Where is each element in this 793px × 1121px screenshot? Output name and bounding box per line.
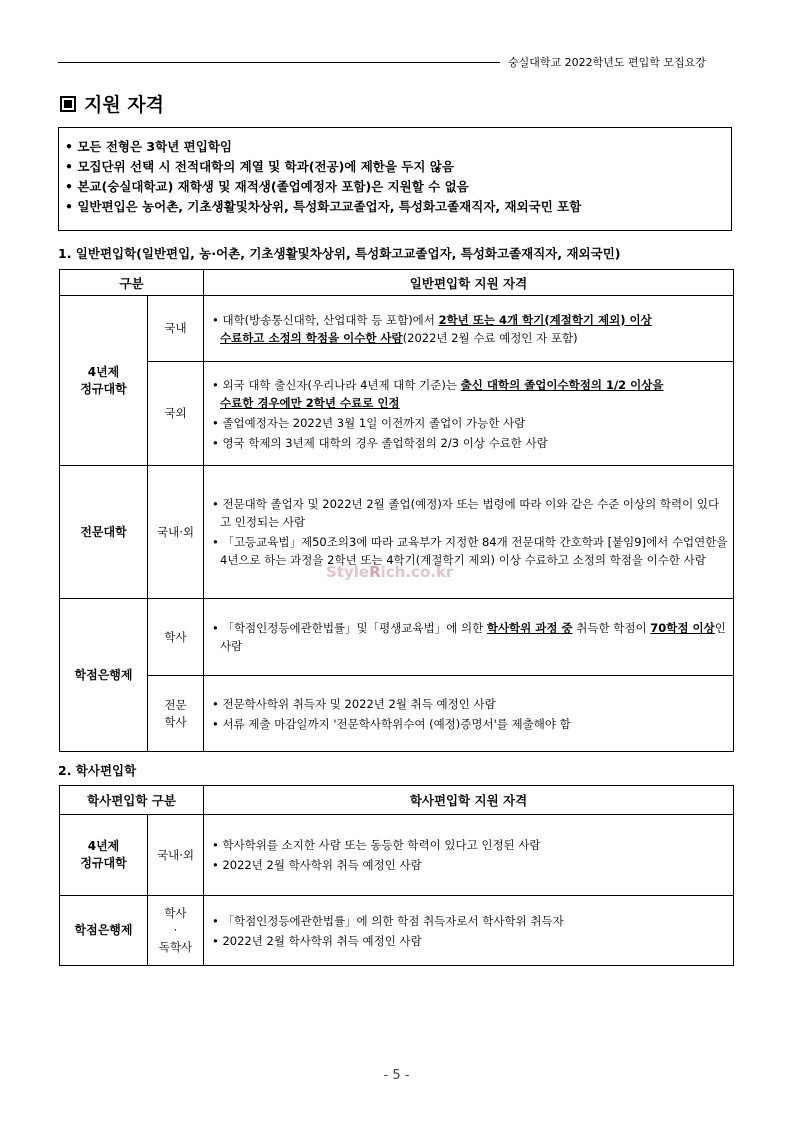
- list-item: • 외국 대학 출신자(우리나라 4년제 대학 기준)는 출신 대학의 졸업이수학점의 1/2 이상을 수료한 경우에만 2학년 수료로 인정: [212, 376, 729, 412]
- notice-item: • 본교(숭실대학교) 재학생 및 재적생(졸업예정자 포함)은 지원할 수 없음: [65, 177, 731, 197]
- qualification-credit-bank-associate: [204, 676, 734, 752]
- list-item: • 서류 제출 마감일까지 '전문학사학위수여 (예정)증명서'를 제출해야 함: [212, 715, 729, 733]
- bachelor-transfer-title: 2. 학사편입학: [58, 763, 137, 778]
- list-item: • 전문학사학위 취득자 및 2022년 2월 취득 예정인 사람: [212, 695, 729, 713]
- section-title: [60, 90, 164, 117]
- list-item: • 전문대학 졸업자 및 2022년 2월 졸업(예정)자 또는 법령에 따라 이와 같은 수준 이상의 학력이 있다고 인정되는 사람: [212, 495, 729, 531]
- section-title-text: 지원 자격: [84, 94, 165, 116]
- subcategory-domestic-foreign: 국내·외: [148, 466, 204, 599]
- notice-item: • 모든 전형은 3학년 편입학임: [65, 137, 731, 157]
- qualification-domestic: [204, 296, 734, 362]
- list-item: • 「학점인정등에관한법률」에 의한 학점 취득자로서 학사학위 취득자: [212, 912, 729, 930]
- square-bullet-icon: [60, 96, 76, 112]
- list-item: • 영국 학제의 3년제 대학의 경우 졸업학점의 2/3 이상 수료한 사람: [212, 434, 729, 452]
- list-item: • 「고등교육법」제50조의3에 따라 교육부가 지정한 84개 전문대학 간호학과 [붙임9]에서 수업연한을 4년으로 하는 과정을 2학년 또는 4학기(계절학기 제외) 이상 수료하고 소정의 학점을 이수한 사람: [212, 533, 729, 569]
- category-credit-bank: 학점은행제: [60, 599, 148, 752]
- qualification-4yr-university: [204, 815, 734, 896]
- subcategory-bachelor: 학사: [148, 599, 204, 676]
- subcategory-bachelor-self-study: 학사 · 독학사: [148, 896, 204, 966]
- subcategory-associate: 전문 학사: [148, 676, 204, 752]
- subcategory-domestic: 국내: [148, 296, 204, 362]
- list-item: • 졸업예정자는 2022년 3월 1일 이전까지 졸업이 가능한 사람: [212, 414, 729, 432]
- subcategory-domestic-foreign: 국내·외: [148, 815, 204, 896]
- subcategory-foreign: 국외: [148, 362, 204, 466]
- bachelor-transfer-table: [59, 785, 734, 966]
- category-4yr-university: 4년제 정규대학: [60, 815, 148, 896]
- list-item: • 대학(방송통신대학, 산업대학 등 포함)에서 2학년 또는 4개 학기(계절학기 제외) 이상 수료하고 소정의 학점을 이수한 사람(2022년 2월 수료 예정인 자 포함): [212, 311, 729, 347]
- notice-box: [58, 127, 732, 231]
- general-transfer-title: 1. 일반편입학(일반편입, 농·어촌, 기초생활및차상위, 특성화고교졸업자, 특성화고졸재직자, 재외국민): [58, 246, 621, 261]
- list-item: • 2022년 2월 학사학위 취득 예정인 사람: [212, 932, 729, 950]
- table-header-qualification: 학사편입학 지원 자격: [204, 786, 734, 815]
- page-number: - 5 -: [383, 1068, 410, 1083]
- notice-item: • 일반편입은 농어촌, 기초생활및차상위, 특성화고교졸업자, 특성화고졸재직자, 재외국민 포함: [65, 197, 731, 217]
- category-junior-college: 전문대학: [60, 466, 148, 599]
- category-4yr-university: 4년제 정규대학: [60, 296, 148, 466]
- general-transfer-table: [59, 269, 734, 752]
- qualification-foreign: [204, 362, 734, 466]
- category-credit-bank: 학점은행제: [60, 896, 148, 966]
- list-item: • 「학점인정등에관한법률」및「평생교육법」에 의한 학사학위 과정 중 취득한 학점이 70학점 이상인 사람: [212, 619, 729, 655]
- list-item: • 학사학위를 소지한 사람 또는 동등한 학력이 있다고 인정된 사람: [212, 836, 729, 854]
- watermark: StyleRich.co.kr: [326, 563, 454, 581]
- header-rule: [58, 62, 500, 63]
- table-header-qualification: 일반편입학 지원 자격: [204, 270, 734, 296]
- list-item: • 2022년 2월 학사학위 취득 예정인 사람: [212, 856, 729, 874]
- document-header: 숭실대학교 2022학년도 편입학 모집요강: [508, 56, 706, 69]
- qualification-credit-bank-bachelor: [204, 599, 734, 676]
- notice-item: • 모집단위 선택 시 전적대학의 계열 및 학과(전공)에 제한을 두지 않음: [65, 157, 731, 177]
- qualification-credit-bank: [204, 896, 734, 966]
- table-header-category: 구분: [60, 270, 204, 296]
- qualification-junior-college: [204, 466, 734, 599]
- table-header-category: 학사편입학 구분: [60, 786, 204, 815]
